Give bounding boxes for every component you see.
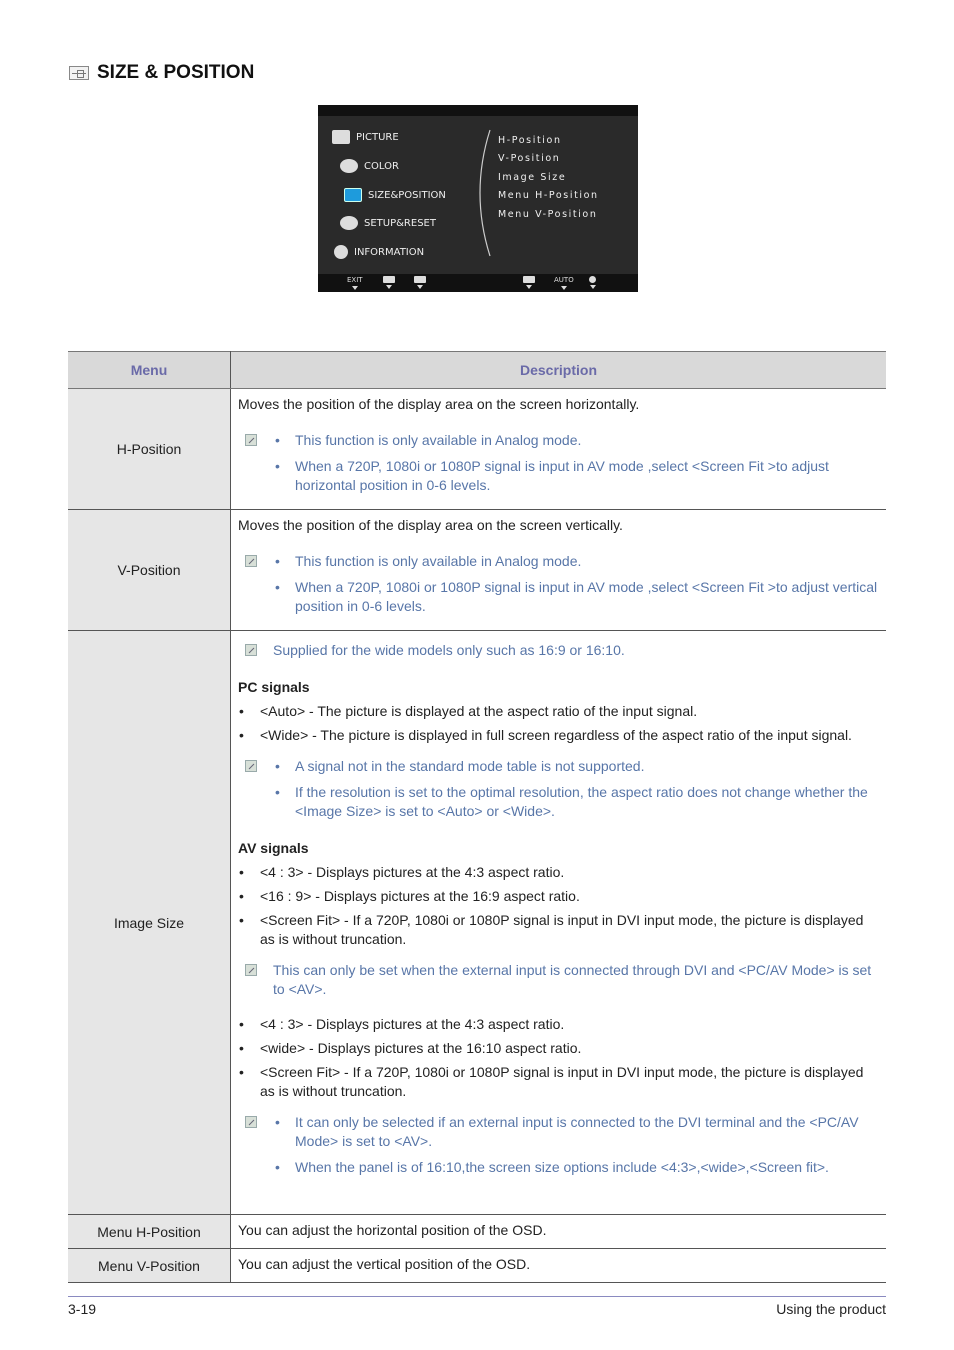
osd-key-up bbox=[414, 276, 426, 289]
table-row-menu-hposition bbox=[68, 1215, 886, 1249]
osd-sub-imagesize: Image Size bbox=[498, 172, 567, 183]
osd-divider-arc bbox=[468, 128, 498, 258]
osd-item-setup-reset bbox=[340, 216, 436, 230]
osd-menu-screenshot bbox=[318, 105, 638, 292]
description-cell bbox=[231, 631, 887, 1215]
av-signal-list bbox=[238, 863, 878, 949]
note-text: This can only be set when the external input is connected through DVI and <PC/AV Mode> is set to <AV>. bbox=[273, 962, 872, 997]
description-cell: You can adjust the vertical position of the OSD. bbox=[231, 1249, 887, 1283]
note-item: • This function is only available in Analog mode. bbox=[273, 431, 878, 450]
note-item: • When the panel is of 16:10,the screen size options include <4:3>,<wide>,<Screen fit>. bbox=[273, 1158, 878, 1177]
menu-cell: Menu H-Position bbox=[68, 1215, 231, 1249]
menu-cell: H-Position bbox=[68, 389, 231, 510]
description-text: Moves the position of the display area on the screen horizontally. bbox=[238, 396, 640, 412]
description-text: Moves the position of the display area on the screen vertically. bbox=[238, 517, 623, 533]
note-icon bbox=[245, 760, 257, 772]
note-block bbox=[238, 1113, 878, 1177]
description-cell: You can adjust the horizontal position of the OSD. bbox=[231, 1215, 887, 1249]
osd-key-label: EXIT bbox=[347, 276, 363, 284]
list-item: • <Auto> - The picture is displayed at the aspect ratio of the input signal. bbox=[238, 702, 878, 721]
note-block bbox=[238, 757, 878, 821]
osd-item-label: COLOR bbox=[364, 160, 399, 172]
note-icon bbox=[245, 1116, 257, 1128]
note-item: • If the resolution is set to the optimal resolution, the aspect ratio does not change whether the <Image Size> is set to <Auto> or <Wide>. bbox=[273, 783, 878, 821]
note-block bbox=[238, 431, 878, 495]
column-header-description: Description bbox=[231, 352, 887, 389]
table-row-menu-vposition bbox=[68, 1249, 886, 1283]
osd-item-label: INFORMATION bbox=[354, 246, 425, 258]
osd-item-size-position bbox=[344, 188, 472, 202]
osd-item-picture bbox=[332, 130, 399, 144]
picture-icon bbox=[332, 130, 350, 144]
table-row-hposition bbox=[68, 389, 886, 510]
table-row-image-size bbox=[68, 631, 886, 1215]
color-icon bbox=[340, 159, 358, 173]
osd-item-label: SETUP&RESET bbox=[364, 217, 436, 229]
note-item: • When a 720P, 1080i or 1080P signal is input in AV mode ,select <Screen Fit >to adjust horizontal position in 0-6 levels. bbox=[273, 457, 878, 495]
note-block bbox=[238, 552, 878, 616]
osd-key-enter bbox=[523, 276, 535, 289]
osd-key-bar bbox=[318, 274, 638, 292]
osd-sub-vposition: V-Position bbox=[498, 153, 561, 164]
info-icon bbox=[334, 245, 348, 259]
page-number: 3-19 bbox=[68, 1301, 97, 1317]
footer-divider bbox=[68, 1296, 886, 1297]
osd-key-down bbox=[383, 276, 395, 289]
note-icon bbox=[245, 555, 257, 567]
osd-sub-menu-hposition: Menu H-Position bbox=[498, 190, 599, 201]
note-icon bbox=[245, 434, 257, 446]
osd-sub-menu-vposition: Menu V-Position bbox=[498, 209, 598, 220]
osd-key-label: AUTO bbox=[554, 276, 574, 284]
note-text: Supplied for the wide models only such as 16:9 or 16:10. bbox=[273, 642, 625, 658]
note-block bbox=[238, 641, 878, 660]
pc-signals-heading: PC signals bbox=[238, 679, 310, 695]
menu-cell: Image Size bbox=[68, 631, 231, 1215]
section-heading bbox=[69, 62, 254, 84]
list-item: • <4 : 3> - Displays pictures at the 4:3 aspect ratio. bbox=[238, 863, 878, 882]
av-signals-heading: AV signals bbox=[238, 840, 309, 856]
description-cell bbox=[231, 510, 887, 631]
gear-icon bbox=[340, 216, 358, 230]
list-item: • <Screen Fit> - If a 720P, 1080i or 1080P signal is input in DVI input mode, the picture is displayed as is without truncation. bbox=[238, 911, 878, 949]
column-header-menu: Menu bbox=[68, 352, 231, 389]
page-title: SIZE & POSITION bbox=[97, 62, 255, 83]
footer-section: Using the product bbox=[776, 1301, 886, 1317]
osd-key-exit bbox=[347, 276, 363, 290]
osd-item-color bbox=[340, 159, 399, 173]
note-item: • This function is only available in Analog mode. bbox=[273, 552, 878, 571]
note-icon bbox=[245, 644, 257, 656]
menu-cell: V-Position bbox=[68, 510, 231, 631]
list-item: • <wide> - Displays pictures at the 16:10 aspect ratio. bbox=[238, 1039, 878, 1058]
note-block bbox=[238, 961, 878, 999]
size-position-icon bbox=[69, 66, 89, 80]
table-row-vposition bbox=[68, 510, 886, 631]
list-item: • <Screen Fit> - If a 720P, 1080i or 1080P signal is input in DVI input mode, the picture is displayed as is without truncation. bbox=[238, 1063, 878, 1101]
osd-sub-hposition: H-Position bbox=[498, 135, 562, 146]
note-icon bbox=[245, 964, 257, 976]
description-cell bbox=[231, 389, 887, 510]
pc-signal-list bbox=[238, 702, 878, 745]
size-position-icon bbox=[344, 188, 362, 202]
osd-key-auto bbox=[554, 276, 574, 290]
list-item: • <4 : 3> - Displays pictures at the 4:3 aspect ratio. bbox=[238, 1015, 878, 1034]
osd-item-label: PICTURE bbox=[356, 131, 399, 143]
osd-item-information bbox=[334, 245, 424, 259]
table-header-row bbox=[68, 352, 886, 389]
note-item: • A signal not in the standard mode table is not supported. bbox=[273, 757, 878, 776]
list-item: • <Wide> - The picture is displayed in full screen regardless of the aspect ratio of the input signal. bbox=[238, 726, 878, 745]
note-item: • It can only be selected if an external input is connected to the DVI terminal and the <PC/AV Mode> is set to <AV>. bbox=[273, 1113, 878, 1151]
menu-cell: Menu V-Position bbox=[68, 1249, 231, 1283]
spec-table bbox=[68, 351, 886, 1283]
osd-key-power bbox=[589, 276, 596, 289]
note-item: • When a 720P, 1080i or 1080P signal is input in AV mode ,select <Screen Fit >to adjust vertical position in 0-6 levels. bbox=[273, 578, 878, 616]
list-item: • <16 : 9> - Displays pictures at the 16:9 aspect ratio. bbox=[238, 887, 878, 906]
osd-item-label: SIZE&POSITION bbox=[368, 189, 446, 201]
dvi-signal-list bbox=[238, 1015, 878, 1101]
